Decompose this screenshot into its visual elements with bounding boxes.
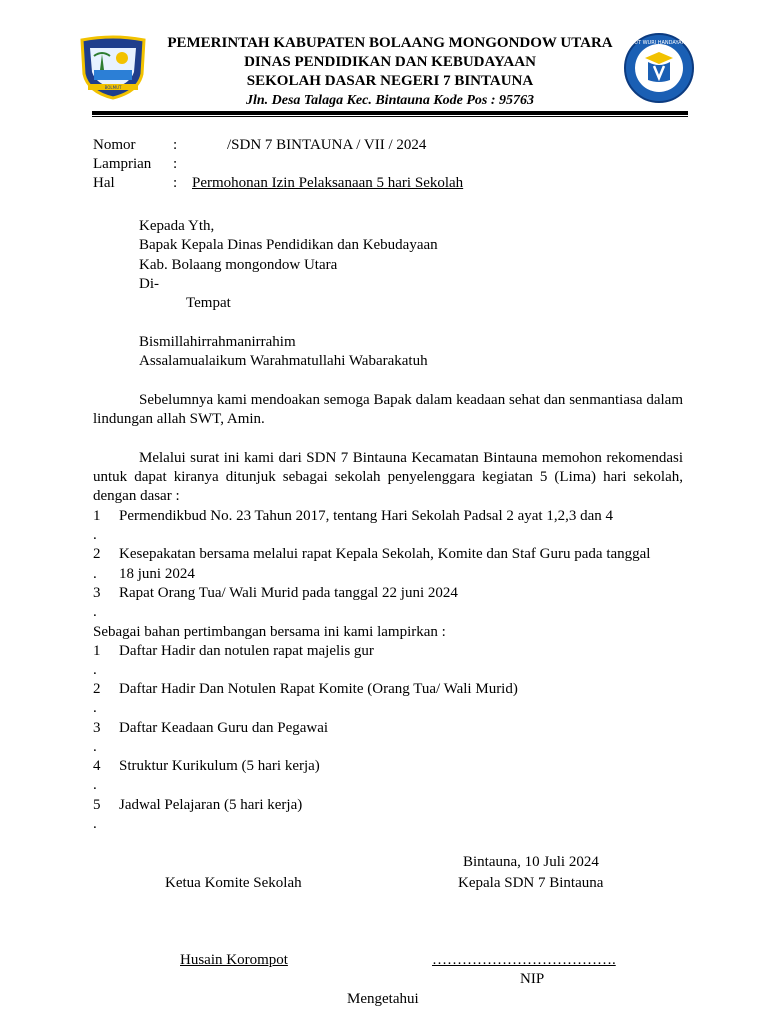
recipient-name: Bapak Kepala Dinas Pendidikan dan Kebudayaan bbox=[139, 237, 438, 253]
lampiran-dot-4: . bbox=[93, 777, 97, 793]
mengetahui-label: Mengetahui bbox=[347, 991, 419, 1007]
lampiran-label: Lamprian bbox=[93, 156, 152, 172]
lampiran-intro: Sebagai bahan pertimbangan bersama ini kami lampirkan : bbox=[93, 624, 446, 640]
hal-value: Permohonan Izin Pelaksanaan 5 hari Sekolah bbox=[192, 175, 464, 191]
body-paragraph-1: Sebelumnya kami mendoakan semoga Bapak dalam keadaan sehat dan senmantiasa dalam lindungan allah SWT, Amin. bbox=[93, 392, 683, 427]
lampiran-item-1: Daftar Hadir dan notulen rapat majelis gur bbox=[119, 643, 374, 659]
right-signatory-title: Kepala SDN 7 Bintauna bbox=[458, 875, 604, 891]
lampiran-num-5: 5 bbox=[93, 797, 101, 813]
left-signatory-title: Ketua Komite Sekolah bbox=[165, 875, 302, 891]
svg-text:BOLMUT: BOLMUT bbox=[104, 85, 122, 90]
dasar-num-1: 1 bbox=[93, 508, 101, 524]
greeting-bismillah: Bismillahirrahmanirrahim bbox=[139, 334, 296, 350]
header-department: DINAS PENDIDIKAN DAN KEBUDAYAAN bbox=[244, 54, 536, 70]
nomor-colon: : bbox=[173, 137, 178, 153]
recipient-region: Kab. Bolaang mongondow Utara bbox=[139, 257, 338, 273]
lampiran-dot-2: . bbox=[93, 700, 97, 716]
dasar-item-3: Rapat Orang Tua/ Wali Murid pada tanggal 22 juni 2024 bbox=[119, 585, 458, 601]
recipient-di: Di- bbox=[139, 276, 159, 292]
nomor-value: /SDN 7 BINTAUNA / VII / 2024 bbox=[227, 137, 427, 153]
lampiran-dot-5: . bbox=[93, 816, 97, 832]
header-address: Jln. Desa Talaga Kec. Bintauna Kode Pos : 95763 bbox=[245, 93, 535, 108]
dasar-item-2: Kesepakatan bersama melalui rapat Kepala Sekolah, Komite dan Staf Guru pada tanggal bbox=[119, 546, 651, 562]
place-date: Bintauna, 10 Juli 2024 bbox=[463, 854, 599, 870]
lampiran-item-3: Daftar Keadaan Guru dan Pegawai bbox=[119, 720, 329, 736]
body-paragraph-2: Melalui surat ini kami dari SDN 7 Bintauna Kecamatan Bintauna memohon rekomendasi untuk dapat kiranya ditunjuk sebagai sekolah penyelenggara kegiatan 5 (Lima) hari sekolah, dengan dasar : bbox=[93, 450, 683, 504]
district-crest-logo bbox=[78, 34, 148, 100]
dasar-item-2-cont: 18 juni 2024 bbox=[119, 566, 195, 582]
lampiran-item-2: Daftar Hadir Dan Notulen Rapat Komite (Orang Tua/ Wali Murid) bbox=[119, 681, 518, 697]
lampiran-num-4: 4 bbox=[93, 758, 101, 774]
lampiran-item-4: Struktur Kurikulum (5 hari kerja) bbox=[119, 758, 320, 774]
greeting-salam: Assalamualaikum Warahmatullahi Wabarakatuh bbox=[139, 353, 428, 369]
lampiran-num-1: 1 bbox=[93, 643, 101, 659]
lampiran-dot-1: . bbox=[93, 662, 97, 678]
right-signatory-name: ………………………………. bbox=[432, 952, 616, 968]
dasar-dot-3: . bbox=[93, 604, 97, 620]
tut-wuri-handayani-logo bbox=[620, 32, 698, 104]
dasar-dot-2: . bbox=[93, 566, 97, 582]
recipient-salutation: Kepada Yth, bbox=[139, 218, 215, 234]
svg-text:TUT WURI HANDAYANI: TUT WURI HANDAYANI bbox=[631, 40, 687, 46]
header-government: PEMERINTAH KABUPATEN BOLAANG MONGONDOW UTARA bbox=[167, 35, 613, 51]
recipient-place: Tempat bbox=[186, 295, 231, 311]
dasar-num-3: 3 bbox=[93, 585, 101, 601]
lampiran-item-5: Jadwal Pelajaran (5 hari kerja) bbox=[119, 797, 303, 813]
lampiran-dot-3: . bbox=[93, 739, 97, 755]
header-divider-thick bbox=[92, 111, 688, 115]
dasar-num-2: 2 bbox=[93, 546, 101, 562]
nip-label: NIP bbox=[520, 971, 545, 987]
dasar-dot-1: . bbox=[93, 527, 97, 543]
hal-colon: : bbox=[173, 175, 178, 191]
hal-label: Hal bbox=[93, 175, 115, 191]
lampiran-num-2: 2 bbox=[93, 681, 101, 697]
header-school: SEKOLAH DASAR NEGERI 7 BINTAUNA bbox=[246, 73, 534, 89]
nomor-label: Nomor bbox=[93, 137, 136, 153]
lampiran-num-3: 3 bbox=[93, 720, 101, 736]
lampiran-colon: : bbox=[173, 156, 178, 172]
left-signatory-name: Husain Korompot bbox=[180, 952, 288, 968]
header-divider-thin bbox=[92, 116, 688, 117]
dasar-item-1: Permendikbud No. 23 Tahun 2017, tentang Hari Sekolah Padsal 2 ayat 1,2,3 dan 4 bbox=[119, 508, 614, 524]
